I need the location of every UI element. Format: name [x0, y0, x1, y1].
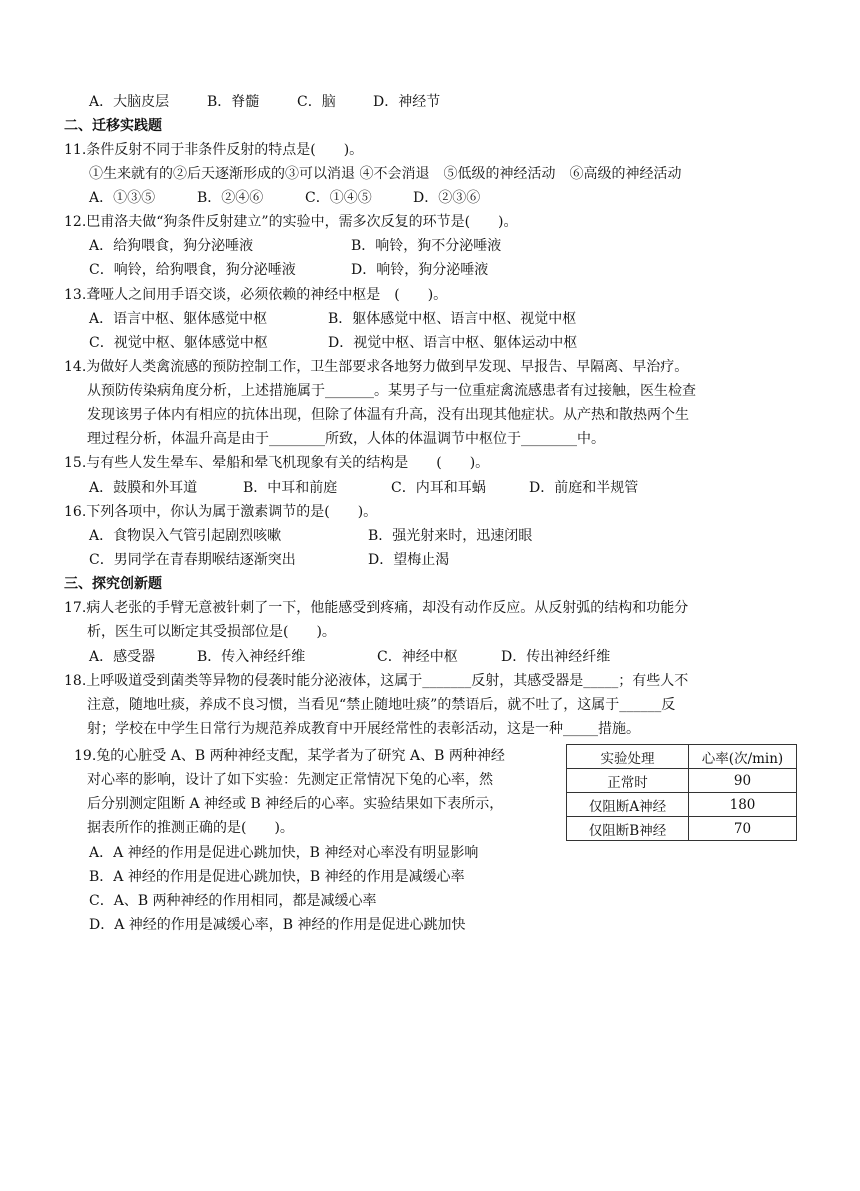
- q15-stem: 15.与有些人发生晕车、晕船和晕飞机现象有关的结构是 ( )。: [64, 455, 490, 471]
- q12-options-row1: [89, 236, 501, 256]
- q12-option-a: A．给狗喂食，狗分泌唾液: [89, 238, 254, 254]
- table-header-cell: 心率(次/min): [689, 745, 797, 769]
- q15-option-b: B．中耳和前庭: [243, 480, 338, 496]
- q16-option-a: A．食物误入气管引起剧烈咳嗽: [89, 528, 282, 544]
- q19-line-1: 19.兔的心脏受 A、B 两种神经支配，某学者为了研究 A、B 两种神经: [74, 748, 505, 764]
- q18-line-1: 18.上呼吸道受到菌类等异物的侵袭时能分泌液体，这属于_______反射，其感受器是_____；有些人不: [64, 673, 689, 689]
- q19-option-d: D．A 神经的作用是减缓心率，B 神经的作用是促进心跳加快: [89, 917, 466, 933]
- q13-options-row2: [89, 333, 577, 353]
- q19-line-4: 据表所作的推测正确的是( )。: [87, 820, 294, 836]
- q10-option-b: B．脊髓: [207, 94, 260, 110]
- q12-options-row2: [89, 260, 488, 280]
- q19-line-3: 后分别测定阻断 A 神经或 B 神经后的心率。实验结果如下表所示，: [87, 796, 504, 812]
- q17-option-b: B．传入神经纤维: [197, 649, 306, 665]
- q11-option-d: D．②③⑥: [413, 190, 481, 206]
- q17-option-a: A．感受器: [89, 649, 156, 665]
- q19-option-a: A．A 神经的作用是促进心跳加快，B 神经对心率没有明显影响: [89, 845, 479, 861]
- q18-line-3: 射；学校在中学生日常行为规范养成教育中开展经常性的表彰活动，这是一种_____措施。: [87, 721, 640, 737]
- q15-option-d: D．前庭和半规管: [529, 480, 639, 496]
- q16-stem: 16.下列各项中，你认为属于激素调节的是( )。: [64, 504, 378, 520]
- q13-option-d: D．视觉中枢、语言中枢、躯体运动中枢: [328, 335, 578, 351]
- section-heading-2: 二、迁移实践题: [64, 118, 162, 134]
- q15-option-c: C．内耳和耳蜗: [391, 480, 486, 496]
- table-cell: 仅阻断A神经: [567, 793, 689, 817]
- table-header-cell: 实验处理: [567, 745, 689, 769]
- q14-line-3: 发现该男子体内有相应的抗体出现，但除了体温有升高，没有出现其他症状。从产热和散热两个生: [87, 407, 689, 423]
- q14-line-1: 14.为做好人类禽流感的预防控制工作，卫生部要求各地努力做到早发现、早报告、早隔离、早治疗。: [64, 359, 689, 375]
- section-heading-3: 三、探究创新题: [64, 576, 162, 592]
- q10-option-d: D．神经节: [373, 94, 441, 110]
- q13-options-row1: [89, 309, 576, 329]
- q17-line-2: 析，医生可以断定其受损部位是( )。: [87, 624, 336, 640]
- q11-option-c: C．①④⑤: [305, 190, 372, 206]
- table-row: [567, 793, 797, 817]
- q11-option-a: A．①③⑤: [89, 190, 156, 206]
- q16-options-row1: [89, 526, 532, 546]
- q15-option-a: A．鼓膜和外耳道: [89, 480, 198, 496]
- q12-option-c: C．响铃，给狗喂食，狗分泌唾液: [89, 262, 296, 278]
- q13-option-c: C．视觉中枢、躯体感觉中枢: [89, 335, 268, 351]
- q16-options-row2: [89, 550, 449, 570]
- q11-option-b: B．②④⑥: [197, 190, 264, 206]
- heart-rate-table: [566, 744, 797, 841]
- q17-options: [89, 647, 610, 667]
- q19-option-c: C．A、B 两种神经的作用相同，都是减缓心率: [89, 893, 377, 909]
- q17-option-c: C．神经中枢: [377, 649, 458, 665]
- q10-option-c: C．脑: [297, 94, 336, 110]
- q16-option-b: B．强光射来时，迅速闭眼: [368, 528, 533, 544]
- table-cell: 70: [689, 817, 797, 841]
- q10-options: [89, 92, 440, 112]
- table-header-row: [567, 745, 797, 769]
- table-cell: 90: [689, 769, 797, 793]
- q14-line-2: 从预防传染病角度分析，上述措施属于_______。某男子与一位重症禽流感患者有过接触，医生检查: [87, 383, 696, 399]
- table-cell: 仅阻断B神经: [567, 817, 689, 841]
- q13-option-a: A．语言中枢、躯体感觉中枢: [89, 311, 268, 327]
- q16-option-d: D．望梅止渴: [368, 552, 450, 568]
- q12-option-b: B．响铃，狗不分泌唾液: [351, 238, 502, 254]
- q13-option-b: B．躯体感觉中枢、语言中枢、视觉中枢: [328, 311, 577, 327]
- table-row: [567, 769, 797, 793]
- q17-line-1: 17.病人老张的手臂无意被针刺了一下，他能感受到疼痛，却没有动作反应。从反射弧的结构和功能分: [64, 600, 689, 616]
- table-cell: 正常时: [567, 769, 689, 793]
- q13-stem: 13.聋哑人之间用手语交谈，必须依赖的神经中枢是 ( )。: [64, 287, 448, 303]
- q12-stem: 12.巴甫洛夫做“狗条件反射建立”的实验中，需多次反复的环节是( )。: [64, 214, 518, 230]
- q11-options: [89, 188, 480, 208]
- q19-option-b: B．A 神经的作用是促进心跳加快，B 神经的作用是减缓心率: [89, 869, 465, 885]
- table-cell: 180: [689, 793, 797, 817]
- q18-line-2: 注意，随地吐痰，养成不良习惯，当看见“禁止随地吐痰”的禁语后，就不吐了，这属于______反: [87, 697, 676, 713]
- q19-line-2: 对心率的影响，设计了如下实验：先测定正常情况下兔的心率，然: [87, 772, 493, 788]
- q14-line-4: 理过程分析，体温升高是由于________所致，人体的体温调节中枢位于________中。: [87, 431, 605, 447]
- q11-stem: 11.条件反射不同于非条件反射的特点是( )。: [64, 142, 364, 158]
- q15-options: [89, 478, 638, 498]
- q16-option-c: C．男同学在青春期喉结逐渐突出: [89, 552, 296, 568]
- q10-option-a: A．大脑皮层: [89, 94, 170, 110]
- q17-option-d: D．传出神经纤维: [501, 649, 611, 665]
- table-row: [567, 817, 797, 841]
- q11-items: ①生来就有的②后天逐渐形成的③可以消退 ④不会消退 ⑤低级的神经活动 ⑥高级的神经活动: [89, 166, 682, 182]
- q12-option-d: D．响铃，狗分泌唾液: [351, 262, 489, 278]
